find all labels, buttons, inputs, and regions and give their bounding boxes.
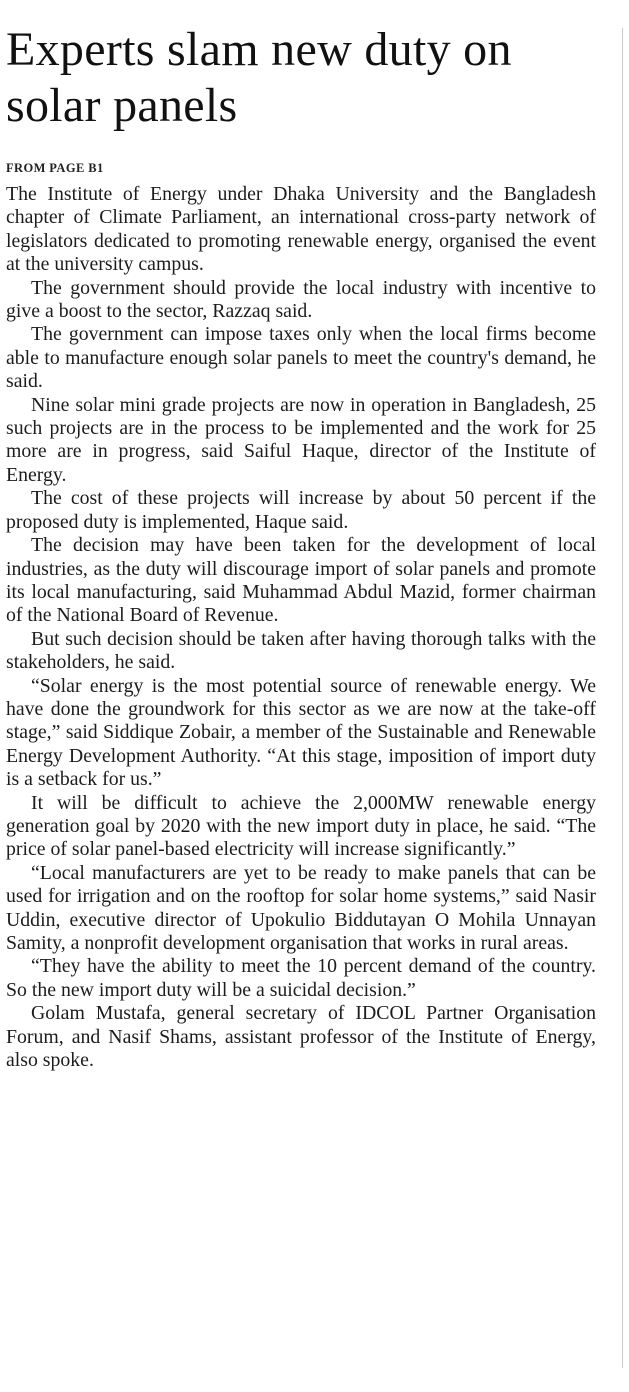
article-headline: Experts slam new duty on solar panels <box>6 23 512 132</box>
article-paragraph: The cost of these projects will increase by about 50 percent if the proposed duty is implemented, Haque said. <box>6 487 596 533</box>
jump-line: FROM PAGE B1 <box>6 161 104 175</box>
article-paragraph: The Institute of Energy under Dhaka University and the Bangladesh chapter of Climate Parliament, an international cross-party network of legislators dedicated to promoting renewable energy, organised the event at the university campus. <box>6 183 596 276</box>
column-rule <box>622 28 623 1368</box>
article-paragraph: But such decision should be taken after having thorough talks with the stakeholders, he said. <box>6 627 596 674</box>
article-paragraph: The government should provide the local industry with incentive to give a boost to the sector, Razzaq said. <box>6 276 596 323</box>
article-paragraph: “Solar energy is the most potential source of renewable energy. We have done the groundwork for this sector as we are now at the take-off stage,” said Siddique Zobair, a member of the Sustainable and Renewable Energy Development Authority. “At this stage, imposition of import duty is a setback for us.” <box>6 674 596 791</box>
article-paragraph: Nine solar mini grade projects are now in operation in Bangladesh, 25 such projects are in the process to be implemented and the work for 25 more are in progress, said Saiful Haque, director of the Institute of Energy. <box>6 393 596 486</box>
article-paragraph: It will be difficult to achieve the 2,000MW renewable energy generation goal by 2020 with the new import duty in place, he said. “The price of solar panel-based electricity will increase significantly.” <box>6 791 596 861</box>
article-paragraph: “They have the ability to meet the 10 percent demand of the country. So the new import duty will be a suicidal decision.” <box>6 955 596 1001</box>
article-paragraph: The government can impose taxes only when the local firms become able to manufacture enough solar panels to meet the country's demand, he said. <box>6 323 596 393</box>
article-paragraph: “Local manufacturers are yet to be ready to make panels that can be used for irrigation and on the rooftop for solar home systems,” said Nasir Uddin, executive director of Upokulio Biddutayan O Mohila Unnayan Samity, a nonprofit development organisation that works in rural areas. <box>6 861 596 954</box>
article-paragraph: The decision may have been taken for the development of local industries, as the duty will discourage import of solar panels and promote its local manufacturing, said Muhammad Abdul Mazid, former chairman of the National Board of Revenue. <box>6 534 596 627</box>
article-paragraph: Golam Mustafa, general secretary of IDCOL Partner Organisation Forum, and Nasif Shams, assistant professor of the Institute of Energy, also spoke. <box>6 1002 596 1072</box>
article-body <box>6 183 596 1072</box>
